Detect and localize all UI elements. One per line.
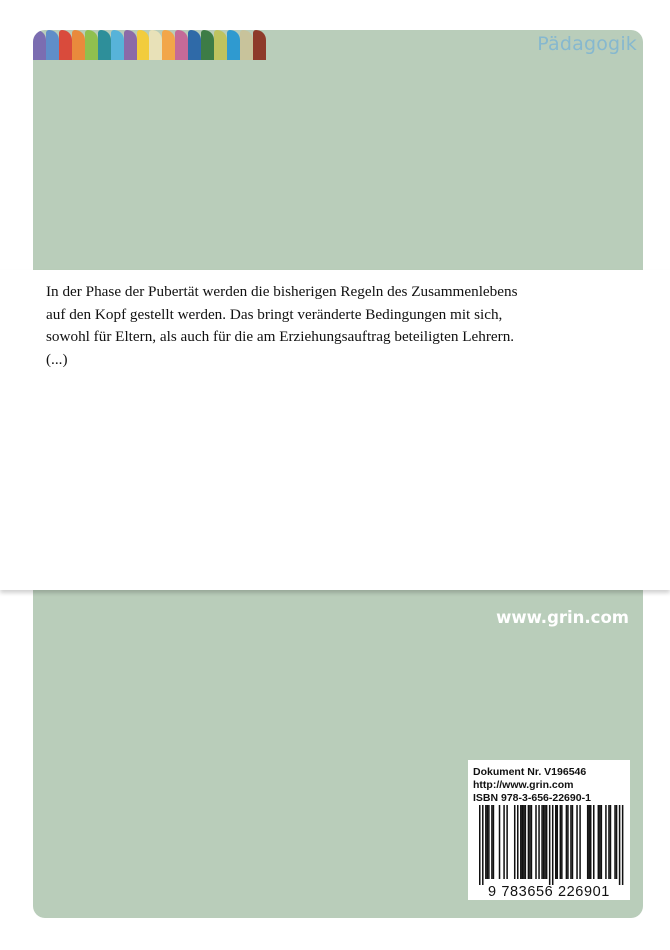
blurb-line: sowohl für Eltern, als auch für die am Erziehungsauftrag beteiligten Lehrern. bbox=[46, 328, 515, 345]
barcode-bar bbox=[598, 805, 600, 879]
barcode-bar bbox=[560, 805, 562, 879]
barcode-bar bbox=[520, 805, 522, 879]
blurb-line: auf den Kopf gestellt werden. Das bringt veränderte Bedingungen mit sich, bbox=[46, 305, 503, 323]
blurb-line: In der Phase der Pubertät werden die bisherigen Regeln des Zusammenlebens bbox=[46, 283, 518, 300]
barcode-bar bbox=[549, 805, 551, 885]
document-info bbox=[473, 766, 591, 805]
barcode-bar bbox=[544, 805, 546, 879]
barcode-bar bbox=[517, 805, 519, 879]
barcode-bar bbox=[482, 805, 484, 885]
color-stripe bbox=[46, 30, 59, 60]
color-stripe bbox=[111, 30, 124, 60]
color-stripe bbox=[137, 30, 150, 60]
barcode-bar bbox=[566, 805, 568, 879]
barcode-bar bbox=[538, 805, 540, 879]
color-stripe bbox=[162, 30, 175, 60]
barcode-bar bbox=[529, 805, 531, 879]
color-stripe bbox=[188, 30, 201, 60]
barcode-bar bbox=[523, 805, 525, 879]
barcode-bar bbox=[488, 805, 490, 879]
barcode-bar bbox=[503, 805, 505, 879]
barcode-bar bbox=[588, 805, 590, 879]
barcode-bar bbox=[479, 805, 481, 885]
barcode-bar bbox=[491, 805, 493, 879]
color-stripes bbox=[33, 30, 266, 60]
color-stripe bbox=[175, 30, 188, 60]
color-stripe bbox=[149, 30, 162, 60]
barcode-bar bbox=[601, 805, 603, 879]
barcode-bar bbox=[593, 805, 595, 879]
barcode-bar bbox=[605, 805, 607, 879]
color-stripe bbox=[253, 30, 266, 60]
barcode-bars bbox=[479, 805, 623, 885]
barcode-bar bbox=[567, 805, 569, 879]
color-stripe bbox=[124, 30, 137, 60]
barcode-bar bbox=[499, 805, 501, 879]
barcode-bar bbox=[541, 805, 543, 879]
color-stripe bbox=[72, 30, 85, 60]
document-url: http://www.grin.com bbox=[473, 779, 574, 791]
barcode-bar bbox=[614, 805, 616, 879]
barcode-bar bbox=[610, 805, 612, 879]
barcode-bar bbox=[552, 805, 554, 885]
barcode-bar bbox=[543, 805, 545, 879]
color-stripe bbox=[214, 30, 227, 60]
publisher-website[interactable]: www.grin.com bbox=[496, 608, 629, 627]
barcode-bar bbox=[514, 805, 516, 879]
color-stripe bbox=[227, 30, 240, 60]
barcode-bar bbox=[622, 805, 624, 885]
category-label: Pädagogik bbox=[537, 33, 637, 55]
barcode-digits: 9 783656 226901 bbox=[488, 884, 610, 900]
barcode-bar bbox=[557, 805, 559, 879]
isbn: ISBN 978-3-656-22690-1 bbox=[473, 792, 591, 804]
document-number: Dokument Nr. V196546 bbox=[473, 766, 587, 778]
color-stripe bbox=[59, 30, 72, 60]
barcode-bar bbox=[608, 805, 610, 879]
blurb-text bbox=[46, 281, 606, 371]
barcode-bar bbox=[506, 805, 508, 879]
barcode-bar bbox=[531, 805, 533, 879]
barcode-bar bbox=[572, 805, 574, 879]
barcode-bar bbox=[546, 805, 548, 879]
color-stripe bbox=[98, 30, 111, 60]
barcode-bar bbox=[587, 805, 589, 879]
barcode-bar bbox=[576, 805, 578, 879]
barcode-bar bbox=[522, 805, 524, 879]
color-stripe bbox=[201, 30, 214, 60]
color-stripe bbox=[240, 30, 253, 60]
barcode-bar bbox=[525, 805, 527, 879]
barcode-bar bbox=[590, 805, 592, 879]
barcode-bar bbox=[619, 805, 621, 885]
barcode-bar bbox=[485, 805, 487, 879]
barcode-bar bbox=[579, 805, 581, 879]
barcode-bar bbox=[487, 805, 489, 879]
barcode-bar bbox=[616, 805, 618, 879]
barcode-bar bbox=[599, 805, 601, 879]
barcode-bar bbox=[561, 805, 563, 879]
color-stripe bbox=[85, 30, 98, 60]
barcode bbox=[468, 802, 630, 900]
color-stripe bbox=[33, 30, 46, 60]
barcode-bar bbox=[528, 805, 530, 879]
barcode-bar bbox=[535, 805, 537, 879]
barcode-bar bbox=[570, 805, 572, 879]
barcode-bar bbox=[493, 805, 495, 879]
barcode-bar bbox=[555, 805, 557, 879]
blurb-line: (...) bbox=[46, 350, 68, 368]
